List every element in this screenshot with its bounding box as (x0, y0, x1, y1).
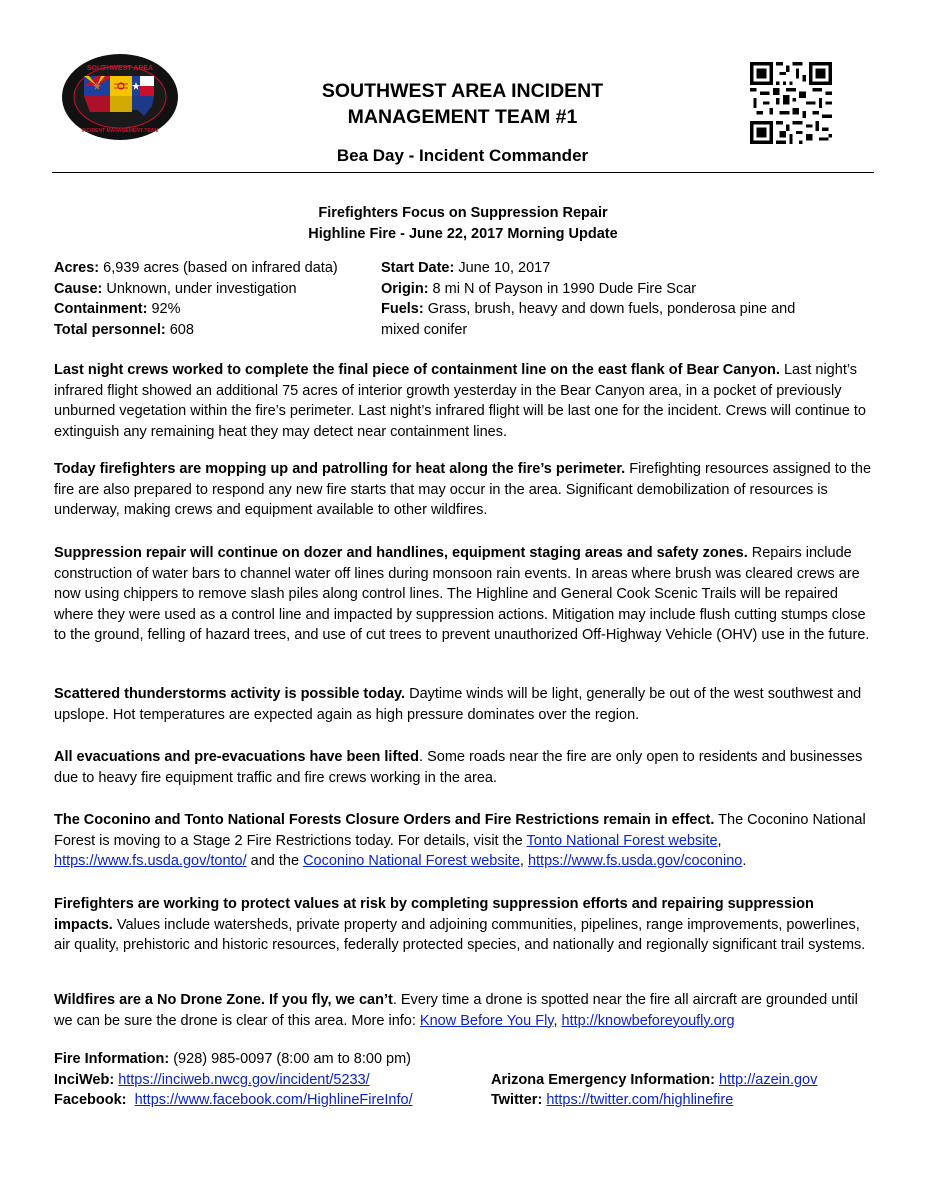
update-subheadline: Highline Fire - June 22, 2017 Morning Update (308, 226, 618, 242)
contact-twitter: Twitter: https://twitter.com/highlinefire (491, 1092, 734, 1108)
facts-left-column (54, 258, 374, 340)
tonto-url-link[interactable]: https://www.fs.usda.gov/tonto/ (54, 853, 247, 870)
logo-text-bottom: INCIDENT MANAGEMENT TEAM (81, 128, 159, 134)
team-logo (60, 52, 180, 142)
azein-link[interactable]: http://azein.gov (719, 1072, 818, 1088)
incident-commander: Bea Day - Incident Commander (336, 146, 589, 165)
arizona-flag-icon (84, 76, 110, 96)
facts-right-column (381, 258, 801, 340)
fact-acres: Acres: 6,939 acres (based on infrared data) (54, 260, 338, 276)
fact-cause: Cause: Unknown, under investigation (54, 280, 297, 297)
paragraph-evacuations: All evacuations and pre-evacuations have been lifted. Some roads near the fire are only open to residents and businesses due to heavy fire equipment traffic and fire crews working in the area. (54, 749, 863, 786)
team-title-line1: SOUTHWEST AREA INCIDENT (321, 80, 604, 102)
coconino-url-link[interactable]: https://www.fs.usda.gov/coconino (527, 853, 743, 870)
coconino-website-link[interactable]: Coconino National Forest website (303, 853, 520, 870)
logo-text-top: SOUTHWEST AREA (86, 65, 154, 72)
twitter-link[interactable]: https://twitter.com/highlinefire (546, 1092, 734, 1108)
paragraph-no-drone-zone: Wildfires are a No Drone Zone. If you fly, we can’t. Every time a drone is spotted near the fire all aircraft are grounded until we can be sure the drone is clear of this area. More info: Know Before You Fly, http://knowbeforeyoufly.org (54, 992, 858, 1029)
fact-personnel: Total personnel: 608 (54, 321, 194, 338)
texas-flag-icon (132, 76, 154, 96)
team-title-line2: MANAGEMENT TEAM #1 (347, 106, 578, 128)
new-mexico-flag-icon (110, 76, 132, 96)
paragraph-closure-orders: The Coconino and Tonto National Forests Closure Orders and Fire Restrictions remain in effect. The Coconino National Forest is moving to a Stage 2 Fire Restrictions today. For details, visit the Tonto National Forest website, https://www.fs.usda.gov/tonto/ and the Coconino National Forest website, https://www.fs.usda.gov/coconino. (54, 812, 866, 870)
knowbeforeyoufly-url-link[interactable]: http://knowbeforeyoufly.org (561, 1012, 735, 1029)
fact-fuels: Fuels: Grass, brush, heavy and down fuels, ponderosa pine and mixed conifer (381, 301, 796, 338)
header-divider (52, 172, 874, 173)
contact-facebook: Facebook: https://www.facebook.com/HighlineFireInfo/ (54, 1092, 413, 1108)
contact-fire-information: Fire Information: (928) 985-0097 (8:00 am to 8:00 pm) (54, 1051, 412, 1067)
paragraph-values-at-risk: Firefighters are working to protect values at risk by completing suppression efforts and repairing suppression impacts. Values include watersheds, private property and adjoining communities, pipelines, range improvements, powerlines, air quality, prehistoric and historic resources, federally protected species, and nationally and regionally significant trail systems. (54, 896, 866, 954)
paragraph-weather: Scattered thunderstorms activity is possible today. Daytime winds will be light, generally be out of the west southwest and upslope. Hot temperatures are expected again as high pressure dominates over the region. (54, 686, 862, 723)
contact-arizona-emergency: Arizona Emergency Information: http://azein.gov (491, 1072, 818, 1088)
contact-inciweb: InciWeb: https://inciweb.nwcg.gov/incident/5233/ (54, 1072, 370, 1088)
know-before-you-fly-link[interactable]: Know Before You Fly (419, 1012, 554, 1029)
paragraph-suppression-repair: Suppression repair will continue on dozer and handlines, equipment staging areas and safety zones. Repairs include construction of water bars to channel water off lines during monsoon rain events. In areas where brush was cleared crews are now using chippers to remove slash piles along control lines. The Highline and General Cook Scenic Trails will be repaired where they were used as a control line and impacted by suppression actions. Mitigation may include flush cutting stumps close to the ground, felling of hazard trees, and use of cut trees to prevent unauthorized Off-Highway Vehicle (OHV) use in the future. (54, 545, 870, 644)
tonto-website-link[interactable]: Tonto National Forest website (526, 832, 718, 849)
facebook-link[interactable]: https://www.facebook.com/HighlineFireInfo/ (134, 1092, 413, 1108)
fact-containment: Containment: 92% (54, 301, 181, 317)
update-headline: Firefighters Focus on Suppression Repair (318, 205, 608, 221)
fact-start-date: Start Date: June 10, 2017 (381, 260, 551, 276)
paragraph-containment: Last night crews worked to complete the final piece of containment line on the east flank of Bear Canyon. Last night’s infrared flight showed an additional 75 acres of interior growth yesterday in the Bear Canyon area, in a pocket of previously unburned vegetation within the fire’s perimeter. Last night’s infrared flight will be last one for the incident. Crews will continue to extinguish any remaining heat they may detect near containment lines. (54, 362, 866, 440)
inciweb-link[interactable]: https://inciweb.nwcg.gov/incident/5233/ (118, 1072, 370, 1088)
qr-code[interactable] (750, 62, 832, 144)
paragraph-mop-up: Today firefighters are mopping up and patrolling for heat along the fire’s perimeter. Firefighting resources assigned to the fire are also prepared to respond any new fire starts that may occur in the area. Significant demobilization of resources is underway, making crews and equipment available to other wildfires. (54, 461, 872, 519)
fact-origin: Origin: 8 mi N of Payson in 1990 Dude Fire Scar (381, 280, 697, 297)
